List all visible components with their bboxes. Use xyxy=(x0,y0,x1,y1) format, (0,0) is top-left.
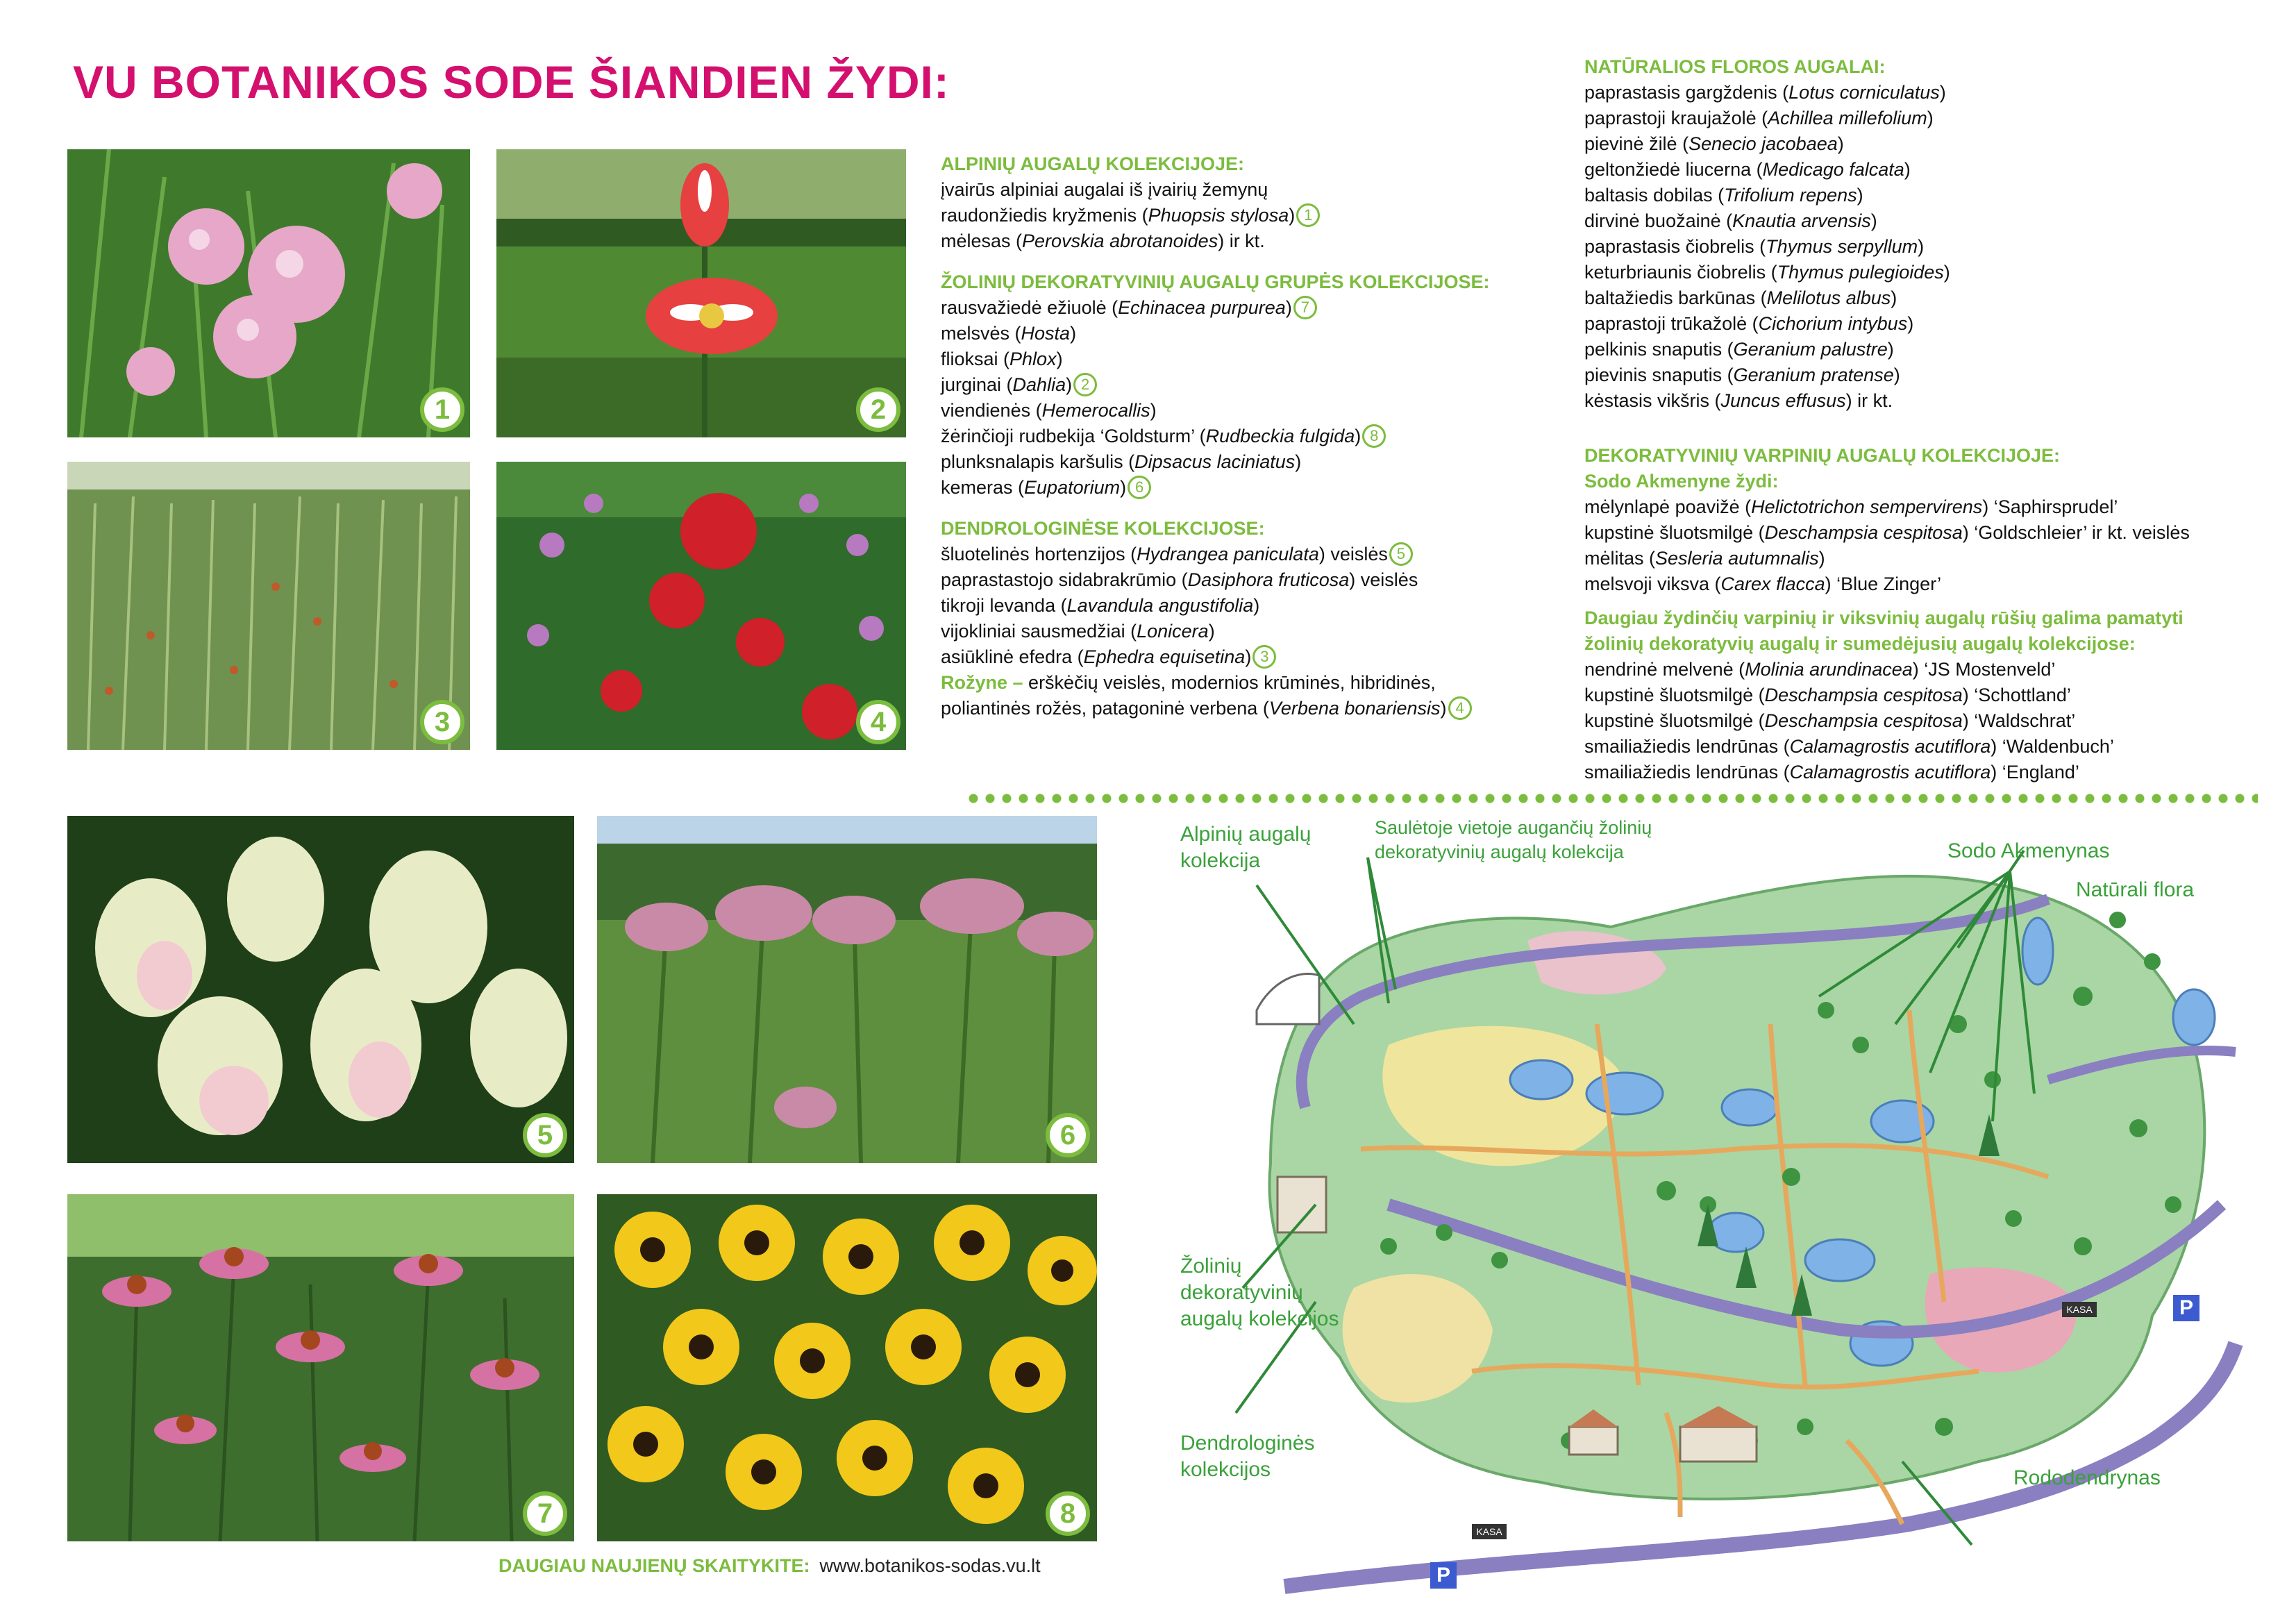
list-item: pievinė žilė (Senecio jacobaea) xyxy=(1584,133,1844,154)
photo-rose-garden xyxy=(496,462,906,750)
list-item: smailiažiedis lendrūnas (Calamagrostis acutiflora) ‘Waldenbuch’ xyxy=(1584,736,2114,757)
section-note: Daugiau žydinčių varpinių ir viksvinių augalų rūšių galima pamatyti xyxy=(1584,608,2184,628)
section-note: žolinių dekoratyvių augalų ir sumedėjusių augalų kolekcijose: xyxy=(1584,633,2136,654)
list-item: įvairūs alpiniai augalai iš įvairių žemynų xyxy=(941,179,1268,200)
photo-number-badge: 8 xyxy=(1046,1491,1090,1536)
list-item: paprastasis čiobrelis (Thymus serpyllum) xyxy=(1584,236,1925,257)
list-item: vijokliniai sausmedžiai (Lonicera) xyxy=(941,621,1215,642)
list-item: rausvažiedė ežiuolė (Echinacea purpurea) 7 xyxy=(941,295,1490,321)
photo-hydrangea xyxy=(67,816,574,1163)
photo-number-badge: 1 xyxy=(420,387,464,432)
photo-number-badge: 4 xyxy=(856,700,900,744)
list-item: dirvinė buožainė (Knautia arvensis) xyxy=(1584,210,1877,231)
ticket-office-sign: KASA xyxy=(1476,1526,1502,1537)
photo-ref-badge: 1 xyxy=(1296,203,1320,227)
list-item: kupstinė šluotsmilgė (Deschampsia cespitosa) ‘Waldschrat’ xyxy=(1584,710,2076,731)
list-item: keturbriaunis čiobrelis (Thymus pulegioides) xyxy=(1584,262,1950,283)
list-item: geltonžiedė liucerna (Medicago falcata) xyxy=(1584,159,1911,180)
list-item: poliantinės rožės, patagoninė verbena (Verbena bonariensis) 4 xyxy=(941,696,1490,721)
photo-number-badge: 5 xyxy=(523,1113,567,1157)
list-item: mėlynlapė poavižė (Helictotrichon sempervirens) ‘Saphirsprudel’ xyxy=(1584,496,2118,517)
photo-ref-badge: 2 xyxy=(1073,373,1097,396)
map-label-herbaceous: Žolinių dekoratyvinių augalų kolekcijos xyxy=(1180,1255,1339,1330)
list-item: kemeras (Eupatorium) 6 xyxy=(941,475,1490,501)
list-item: paprastoji trūkažolė (Cichorium intybus) xyxy=(1584,313,1914,334)
garden-map xyxy=(1180,816,2263,1607)
natural-flora-list xyxy=(1584,80,2190,414)
list-item: melsvoji viksva (Carex flacca) ‘Blue Zinger’ xyxy=(1584,574,1942,594)
list-item: jurginai (Dahlia) 2 xyxy=(941,372,1490,398)
photo-number-badge: 2 xyxy=(856,387,900,432)
list-item: žėrinčioji rudbekija ‘Goldsturm’ (Rudbeckia fulgida) 8 xyxy=(941,424,1490,449)
list-item: kėstasis vikšris (Juncus effusus) ir kt. xyxy=(1584,390,1893,411)
list-item: flioksai (Phlox) xyxy=(941,349,1063,369)
list-item: mėlitas (Sesleria autumnalis) xyxy=(1584,548,1825,569)
list-item: mėlesas (Perovskia abrotanoides) ir kt. xyxy=(941,231,1265,251)
photo-rudbeckia xyxy=(597,1194,1097,1541)
list-item: pelkinis snaputis (Geranium palustre) xyxy=(1584,339,1894,360)
map-label-rock-garden: Sodo Akmenynas xyxy=(1947,839,2110,862)
photo-ref-badge: 3 xyxy=(1252,645,1276,669)
list-item: kupstinė šluotsmilgė (Deschampsia cespitosa) ‘Schottland’ xyxy=(1584,685,2071,705)
list-item: tikroji levanda (Lavandula angustifolia) xyxy=(941,595,1260,616)
list-item: smailiažiedis lendrūnas (Calamagrostis acutiflora) ‘England’ xyxy=(1584,762,2079,782)
website-link[interactable]: www.botanikos-sodas.vu.lt xyxy=(819,1555,1041,1576)
list-item: plunksnalapis karšulis (Dipsacus laciniatus) xyxy=(941,451,1302,472)
dotted-divider xyxy=(965,792,2258,805)
collections-column xyxy=(941,151,1490,721)
photo-ref-badge: 6 xyxy=(1128,476,1151,499)
section-heading: NATŪRALIOS FLOROS AUGALAI: xyxy=(1584,56,1886,77)
photo-number-badge: 3 xyxy=(420,700,464,744)
grass-list xyxy=(1584,494,2190,597)
photo-eupatorium xyxy=(597,816,1097,1163)
photo-ref-badge: 4 xyxy=(1448,696,1472,720)
list-item: raudonžiedis kryžmenis (Phuopsis stylosa) 1 xyxy=(941,203,1490,228)
list-item: nendrinė melvenė (Molinia arundinacea) ‘JS Mostenveld’ xyxy=(1584,659,2056,680)
photo-number-badge: 6 xyxy=(1046,1113,1090,1157)
footer xyxy=(498,1555,1041,1577)
map-label-sunny: Saulėtoje vietoje augančių žolinių dekoratyvinių augalų kolekcija xyxy=(1375,817,1652,862)
photo-dahlia xyxy=(496,149,906,437)
photo-ref-badge: 5 xyxy=(1389,542,1413,566)
list-item: paprastastojo sidabrakrūmio (Dasiphora fruticosa) veislės xyxy=(941,569,1418,590)
list-item: Rožyne – erškėčių veislės, modernios krūminės, hibridinės, xyxy=(941,672,1436,693)
ticket-office-sign: KASA xyxy=(2066,1304,2093,1315)
section-subheading: Sodo Akmenyne žydi: xyxy=(1584,471,1779,492)
list-item: pievinis snaputis (Geranium pratense) xyxy=(1584,365,1900,385)
list-item: baltažiedis barkūnas (Melilotus albus) xyxy=(1584,287,1897,308)
map-label-natural-flora: Natūrali flora xyxy=(2076,878,2195,901)
list-item: kupstinė šluotsmilgė (Deschampsia cespitosa) ‘Goldschleier’ ir kt. veislės xyxy=(1584,522,2190,543)
section-heading: ŽOLINIŲ DEKORATYVINIŲ AUGALŲ GRUPĖS KOLEKCIJOSE: xyxy=(941,271,1490,292)
parking-icon: P xyxy=(1436,1564,1450,1587)
footer-label: DAUGIAU NAUJIENŲ SKAITYKITE: xyxy=(498,1555,810,1576)
photo-ref-badge: 7 xyxy=(1293,296,1317,319)
list-item: asiūklinė efedra (Ephedra equisetina) 3 xyxy=(941,644,1490,670)
photo-number-badge: 7 xyxy=(523,1491,567,1536)
list-item: baltasis dobilas (Trifolium repens) xyxy=(1584,185,1863,206)
section-heading: ALPINIŲ AUGALŲ KOLEKCIJOJE: xyxy=(941,153,1245,174)
section-heading: DENDROLOGINĖSE KOLEKCIJOSE: xyxy=(941,518,1265,539)
list-item: melsvės (Hosta) xyxy=(941,323,1077,344)
map-label-dendrological: Dendrologinės kolekcijos xyxy=(1180,1432,1315,1481)
page-title: VU BOTANIKOS SODE ŠIANDIEN ŽYDI: xyxy=(73,56,950,108)
photo-ephedra xyxy=(67,462,470,750)
list-item: viendienės (Hemerocallis) xyxy=(941,400,1157,421)
map-label-alpine: Alpinių augalų kolekcija xyxy=(1180,823,1312,872)
natural-flora-column xyxy=(1584,54,2190,785)
section-heading: DEKORATYVINIŲ VARPINIŲ AUGALŲ KOLEKCIJOJE: xyxy=(1584,445,2061,466)
map-label-rhododendron: Rododendrynas xyxy=(2013,1466,2161,1489)
photo-echinacea xyxy=(67,1194,574,1541)
photo-phuopsis xyxy=(67,149,470,437)
list-item: paprastoji kraujažolė (Achillea millefolium) xyxy=(1584,108,1934,128)
photo-ref-badge: 8 xyxy=(1362,424,1386,448)
list-item: paprastasis gargždenis (Lotus corniculatus) xyxy=(1584,82,1946,103)
grass-list-more xyxy=(1584,657,2190,785)
list-item: šluotelinės hortenzijos (Hydrangea paniculata) veislės 5 xyxy=(941,542,1490,567)
parking-icon: P xyxy=(2179,1296,2193,1319)
